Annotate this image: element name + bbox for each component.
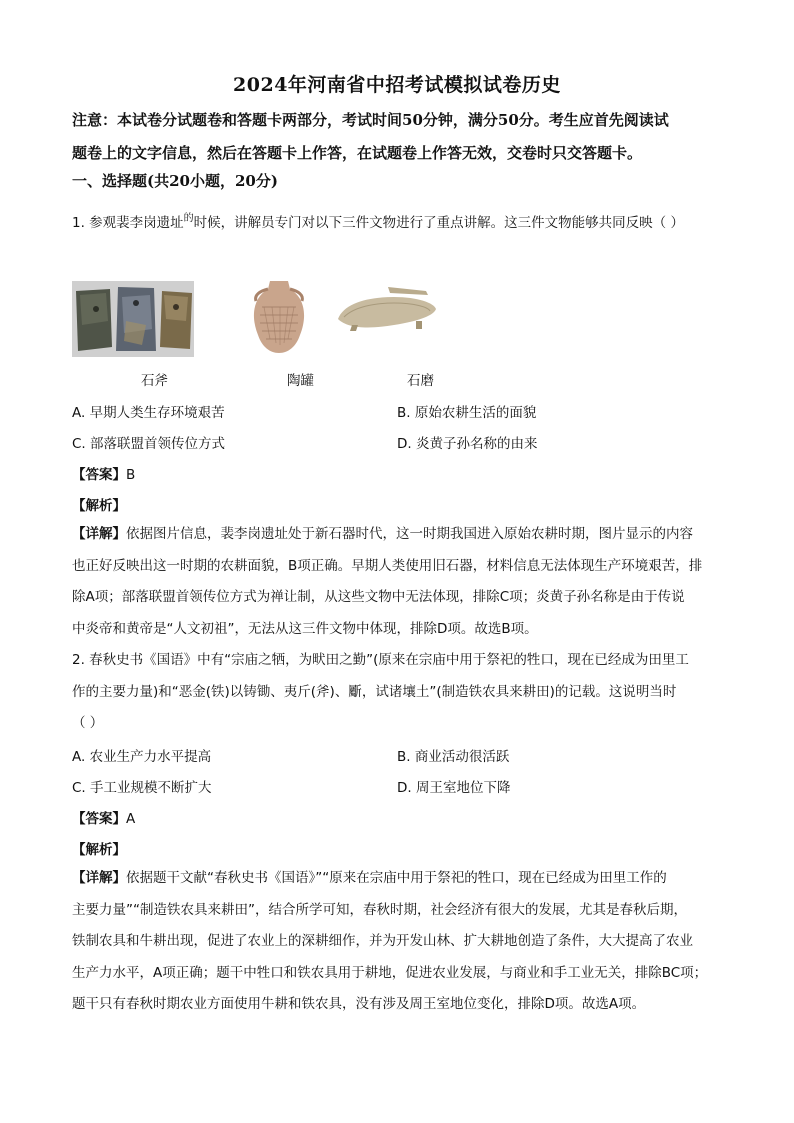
detail-line: 主要力量”“制造铁农具来耕田”，结合所学可知，春秋时期，社会经济有很大的发展，尤其是春秋后期， <box>72 901 687 918</box>
answer-line <box>72 463 135 483</box>
answer-line <box>72 807 135 827</box>
answer-value: A <box>126 811 136 827</box>
detail-tag: 【详解】 <box>72 526 126 542</box>
section-heading: 一、选择题(共20小题，20分) <box>72 172 278 190</box>
option-d: D. 周王室地位下降 <box>397 780 511 796</box>
page-title: 2024年河南省中招考试模拟试卷历史 <box>233 74 561 96</box>
option-c: C. 部落联盟首领传位方式 <box>72 436 226 452</box>
answer-value: B <box>126 467 136 483</box>
question-1-detail <box>72 519 728 645</box>
option-b: B. 原始农耕生活的面貌 <box>397 405 537 421</box>
detail-line: 中炎帝和黄帝是“人文初祖”，无法从这三件文物中体现，排除D项。故选B项。 <box>72 620 538 637</box>
detail-line: 【详解】依据图片信息，裴李岗遗址处于新石器时代，这一时期我国进入原始农耕时期，图片显示的内容 <box>72 526 693 542</box>
stem-line: （ ） <box>72 715 104 731</box>
stone-mill-image <box>334 281 440 333</box>
analysis-heading <box>72 838 126 858</box>
option-c: C. 手工业规模不断扩大 <box>72 780 212 796</box>
stem-text: 1. 参观裴李岗遗址 <box>72 215 184 231</box>
notice-line: 注意：本试卷分试题卷和答题卡两部分，考试时间50分钟，满分50分。考生应首先阅读试 <box>72 111 669 129</box>
question-2-stem <box>72 645 728 740</box>
option-a: A. 早期人类生存环境艰苦 <box>72 405 225 421</box>
stem-line: 2. 春秋史书《国语》中有“宗庙之牺，为畎田之勤”(原来在宗庙中用于祭祀的牲口，现在已经成为田里工 <box>72 652 689 668</box>
detail-line: 【详解】依据题干文献“春秋史书《国语》”“原来在宗庙中用于祭祀的牲口，现在已经成为田里工作的 <box>72 870 667 886</box>
detail-line: 题干只有春秋时期农业方面使用牛耕和铁农具，没有涉及周王室地位变化，排除D项。故选A项。 <box>72 996 646 1012</box>
analysis-tag: 【解析】 <box>72 842 126 858</box>
exam-notice <box>72 104 728 170</box>
question-1-stem <box>72 203 728 239</box>
detail-line: 铁制农具和牛耕出现，促进了农业上的深耕细作，并为开发山林、扩大耕地创造了条件，大大提高了农业 <box>72 933 693 949</box>
option-a: A. 农业生产力水平提高 <box>72 749 212 765</box>
analysis-heading <box>72 494 126 514</box>
answer-tag: 【答案】 <box>72 467 126 483</box>
stone-axe-image <box>72 281 194 357</box>
detail-line: 除A项；部落联盟首领传位方式为禅让制，从这些文物中无法体现，排除C项；炎黄子孙名称是由于传说 <box>72 589 685 605</box>
detail-line: 也正好反映出这一时期的农耕面貌，B项正确。早期人类使用旧石器，材料信息无法体现生产环境艰苦，排 <box>72 557 703 574</box>
answer-tag: 【答案】 <box>72 811 126 827</box>
stem-text: 时候，讲解员专门对以下三件文物进行了重点讲解。这三件文物能够共同反映（ ） <box>193 215 684 231</box>
detail-line: 生产力水平，A项正确；题干中牲口和铁农具用于耕地，促进农业发展，与商业和手工业无关，排除BC项； <box>72 964 708 981</box>
pottery-jar-image <box>248 277 310 357</box>
question-2-detail <box>72 863 728 1021</box>
option-b: B. 商业活动很活跃 <box>397 749 510 765</box>
stem-line: 作的主要力量)和“恶金(铁)以铸锄、夷斤(斧)、斸，试诸壤土”(制造铁农具来耕田)的记载。这说明当时 <box>72 683 677 700</box>
stem-superscript: 的 <box>183 213 194 224</box>
notice-line: 题卷上的文字信息，然后在答题卡上作答，在试题卷上作答无效，交卷时只交答题卡。 <box>72 144 643 162</box>
detail-tag: 【详解】 <box>72 870 126 886</box>
artifact-caption: 石斧 <box>141 373 168 389</box>
artifact-caption: 陶罐 <box>287 373 314 389</box>
analysis-tag: 【解析】 <box>72 498 126 514</box>
option-d: D. 炎黄子孙名称的由来 <box>397 436 538 452</box>
artifact-caption: 石磨 <box>407 373 434 389</box>
